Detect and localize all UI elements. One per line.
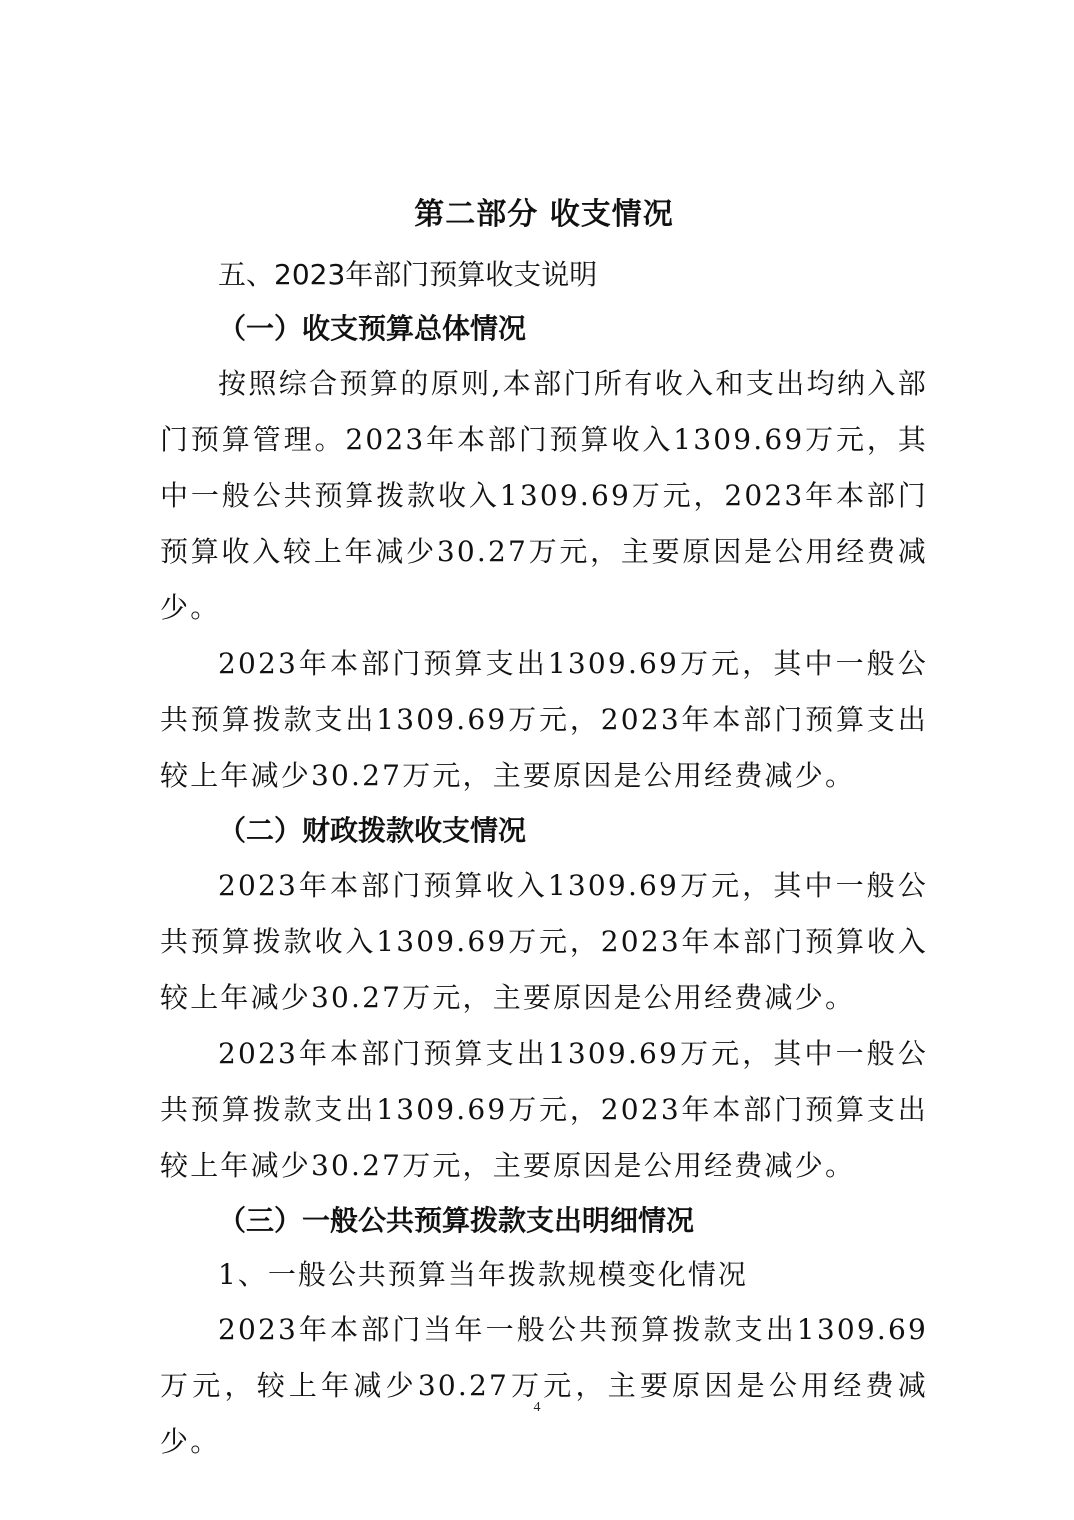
page-number: 4 [533, 1400, 541, 1415]
paragraph-2: 2023年本部门预算支出1309.69万元，其中一般公共预算拨款支出1309.69万元，2023年本部门预算支出较上年减少30.27万元，主要原因是公用经费减少。 [160, 647, 928, 792]
subsection-heading-2: （二）财政拨款收支情况 [218, 814, 527, 847]
paragraph-3: 2023年本部门预算收入1309.69万元，其中一般公共预算拨款收入1309.69万元，2023年本部门预算收入较上年减少30.27万元，主要原因是公用经费减少。 [160, 869, 928, 1014]
paragraph-1: 按照综合预算的原则,本部门所有收入和支出均纳入部门预算管理。2023年本部门预算收入1309.69万元，其中一般公共预算拨款收入1309.69万元，2023年本部门预算收入较上年减少30.27万元，主要原因是公用经费减少。 [160, 367, 928, 624]
document-title: 第二部分 收支情况 [414, 197, 674, 232]
section-heading: 五、2023年部门预算收支说明 [218, 258, 598, 291]
subsection-heading-1: （一）收支预算总体情况 [218, 312, 527, 345]
paragraph-4: 2023年本部门预算支出1309.69万元，其中一般公共预算拨款支出1309.69万元，2023年本部门预算支出较上年减少30.27万元，主要原因是公用经费减少。 [160, 1037, 928, 1182]
item-heading-1: 1、一般公共预算当年拨款规模变化情况 [218, 1258, 748, 1291]
subsection-heading-3: （三）一般公共预算拨款支出明细情况 [218, 1204, 695, 1237]
document-body [160, 190, 928, 1470]
paragraph-5: 2023年本部门当年一般公共预算拨款支出1309.69万元，较上年减少30.27万元，主要原因是公用经费减少。 [160, 1313, 928, 1458]
